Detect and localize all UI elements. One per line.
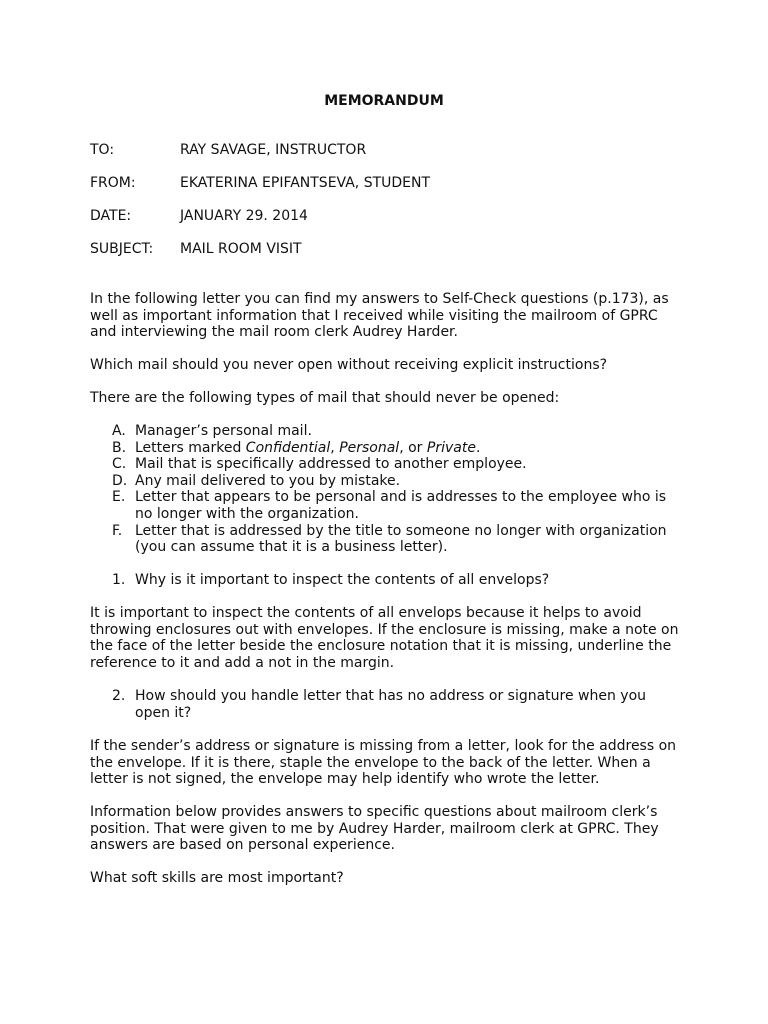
info-paragraph: Information below provides answers to specific questions about mailroom clerk’s position. That were given to me by Audrey Harder, mailroom clerk at GPRC. They answers are based on personal experience. (90, 804, 659, 854)
list-item-sep: , (330, 439, 340, 456)
header-to-label: TO: (90, 142, 115, 158)
memo-title: MEMORANDUM (324, 93, 444, 109)
question-number: 1. (112, 572, 126, 588)
list-item-text: Letter that is addressed by the title to someone no longer with organization (you can assume that it is a business letter). (135, 522, 667, 556)
types-intro: There are the following types of mail that should never be opened: (90, 390, 560, 406)
header-to-value: RAY SAVAGE, INSTRUCTOR (180, 142, 367, 158)
question-2 (90, 688, 680, 721)
list-item (90, 473, 680, 490)
header-from-value: EKATERINA EPIFANTSEVA, STUDENT (180, 175, 431, 191)
question-1 (90, 572, 680, 589)
answer-1: It is important to inspect the contents of all envelops because it helps to avoid throwing enclosures out with envelopes. If the enclosure is missing, make a note on the face of the letter beside the enclosure notation that it is missing, underline the reference to it and add a not in the margin. (90, 605, 679, 671)
list-item (90, 456, 680, 473)
list-item-text: Mail that is specifically addressed to another employee. (135, 456, 527, 473)
list-marker: B. (112, 439, 127, 456)
header-date-label: DATE: (90, 208, 132, 224)
header-date (90, 208, 710, 226)
emphasis-private: Private (426, 439, 476, 456)
mail-types-list (90, 423, 680, 556)
header-from (90, 175, 710, 193)
emphasis-personal: Personal (339, 439, 400, 456)
header-subject-value: MAIL ROOM VISIT (180, 241, 302, 257)
list-item-text: Letter that appears to be personal and is addresses to the employee who is no longer with the organization. (135, 489, 667, 522)
intro-paragraph: In the following letter you can find my answers to Self-Check questions (p.173), as well as important information that I received while visiting the mailroom of GPRC and interviewing the mail room clerk Audrey Harder. (90, 291, 669, 341)
answer-2: If the sender’s address or signature is missing from a letter, look for the address on the envelope. If it is there, staple the envelope to the back of the letter. When a letter is not signed, the envelope may help identify who wrote the letter. (90, 738, 677, 788)
list-marker: C. (112, 456, 127, 473)
list-item (90, 440, 680, 457)
list-item (90, 489, 680, 522)
question-text: How should you handle letter that has no address or signature when you open it? (135, 688, 647, 721)
header-to (90, 142, 710, 160)
list-marker: D. (112, 472, 128, 489)
header-subject (90, 241, 710, 259)
list-item (90, 523, 680, 556)
list-marker: E. (112, 489, 126, 506)
question-number: 2. (112, 688, 126, 704)
emphasis-confidential: Confidential (245, 439, 331, 456)
question-soft-skills: What soft skills are most important? (90, 870, 344, 886)
question-open-mail: Which mail should you never open without receiving explicit instructions? (90, 357, 608, 373)
list-item-text-after: . (475, 439, 481, 456)
question-text: Why is it important to inspect the contents of all envelops? (135, 572, 550, 588)
list-item (90, 423, 680, 440)
list-item-sep: , or (399, 439, 427, 456)
header-from-label: FROM: (90, 175, 136, 191)
list-item-text: Manager’s personal mail. (135, 423, 312, 439)
header-subject-label: SUBJECT: (90, 241, 154, 257)
list-item-text: Any mail delivered to you by mistake. (135, 472, 401, 489)
list-marker: A. (112, 423, 126, 439)
list-marker: F. (112, 522, 123, 539)
list-item-text-before: Letters marked (135, 439, 246, 456)
header-date-value: JANUARY 29. 2014 (180, 208, 308, 224)
